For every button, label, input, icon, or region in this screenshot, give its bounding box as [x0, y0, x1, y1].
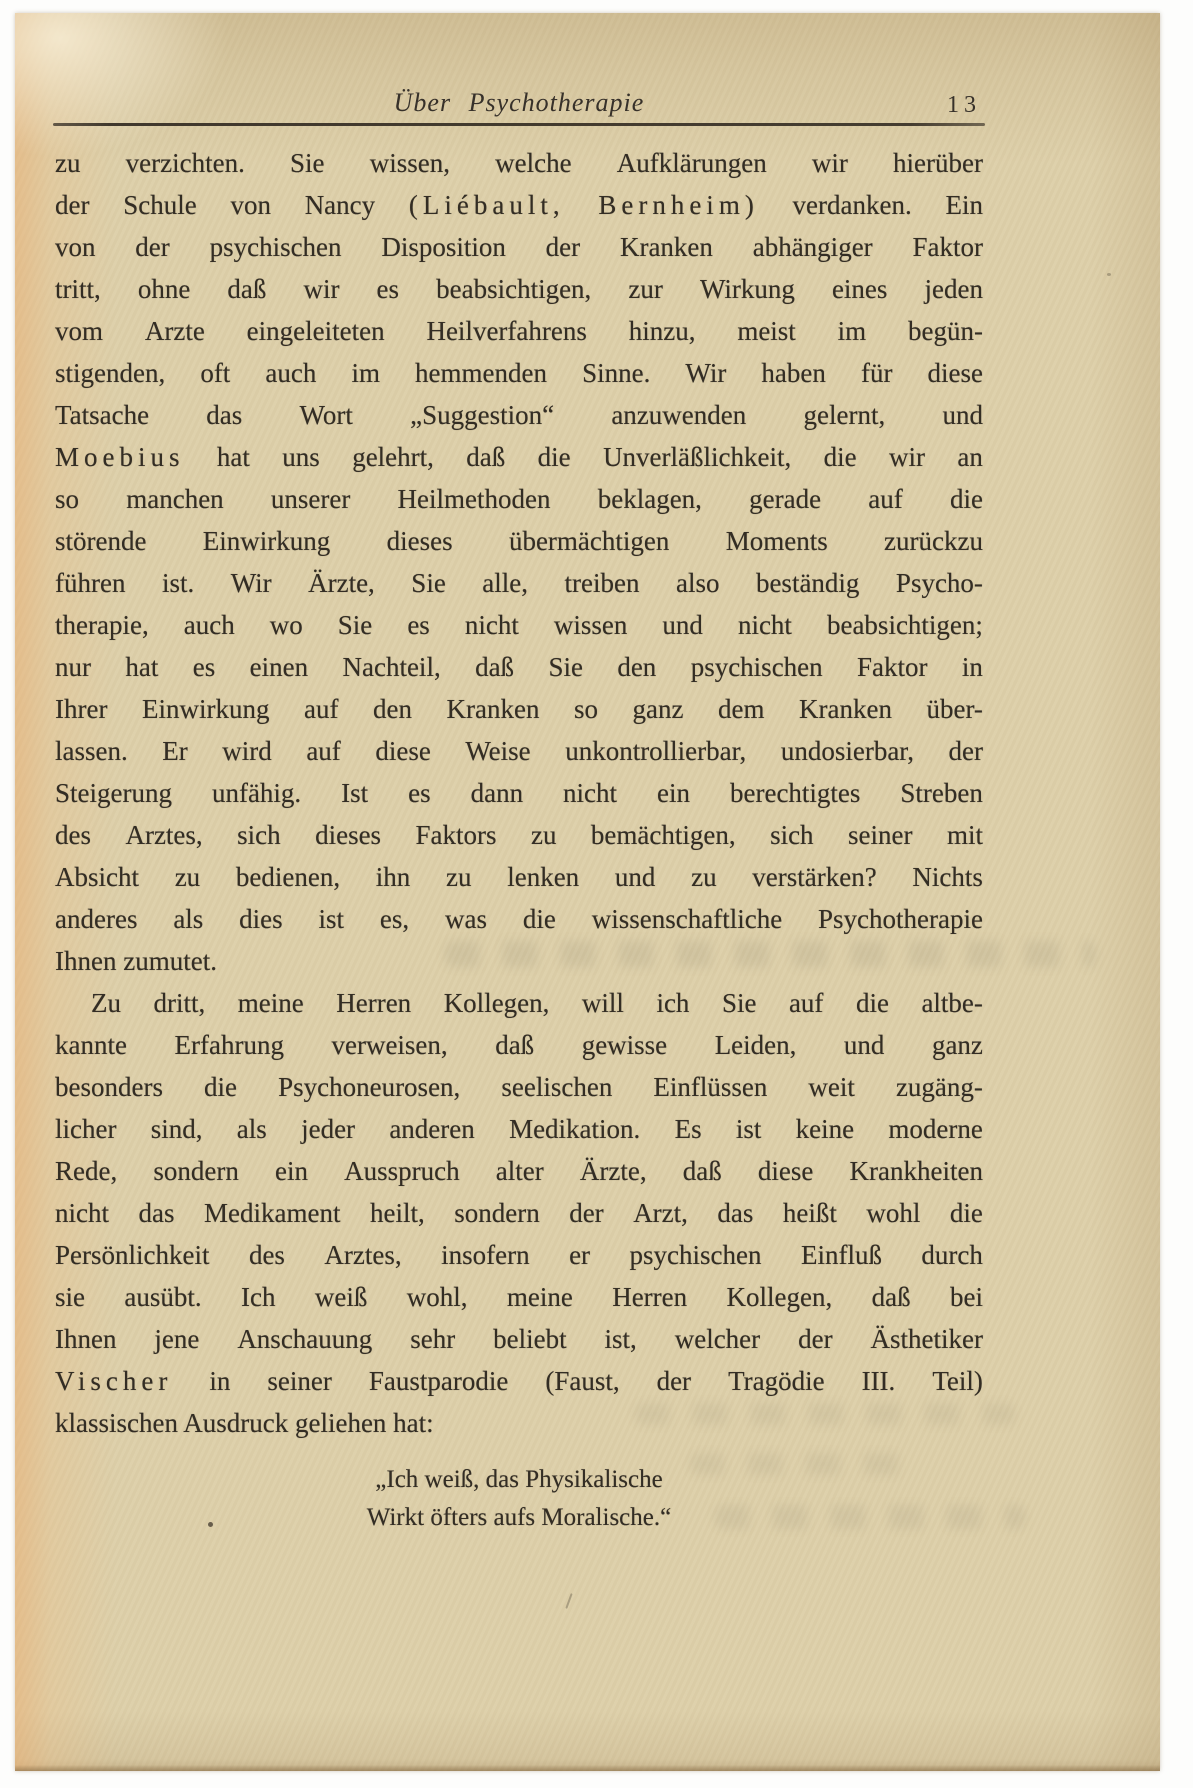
text-line: nur hat es einen Nachteil, daß Sie den psychischen Faktor in — [55, 652, 983, 682]
running-title: Über Psychotherapie — [393, 88, 645, 117]
text-line: Moebius hat uns gelehrt, daß die Unverläßlichkeit, die wir an — [55, 442, 983, 472]
text-line: Absicht zu bedienen, ihn zu lenken und zu verstärken? Nichts — [55, 862, 983, 892]
verse-line: „Ich weiß, das Physikalische — [375, 1466, 663, 1493]
text-line: Vischer in seiner Faustparodie (Faust, der Tragödie III. Teil) — [55, 1366, 983, 1396]
text-line: führen ist. Wir Ärzte, Sie alle, treiben also beständig Psycho- — [55, 568, 983, 598]
body-text — [55, 142, 983, 1444]
text-line: lassen. Er wird auf diese Weise unkontrollierbar, undosierbar, der — [55, 736, 983, 766]
text-line: zu verzichten. Sie wissen, welche Aufklärungen wir hierüber — [55, 148, 983, 178]
text-line: Tatsache das Wort „Suggestion“ anzuwenden gelernt, und — [55, 400, 983, 430]
text-line: Zu dritt, meine Herren Kollegen, will ich Sie auf die altbe- — [91, 988, 983, 1018]
paper-speck — [1107, 273, 1111, 276]
text-line: Persönlichkeit des Arztes, insofern er psychischen Einfluß durch — [55, 1240, 983, 1270]
text-line: besonders die Psychoneurosen, seelischen Einflüssen weit zugäng- — [55, 1072, 983, 1102]
text-line: so manchen unserer Heilmethoden beklagen, gerade auf die — [55, 484, 983, 514]
text-line: Ihnen zumutet. — [55, 946, 217, 976]
verse-quote — [55, 1461, 983, 1537]
text-line: von der psychischen Disposition der Kranken abhängiger Faktor — [55, 232, 983, 262]
text-line: klassischen Ausdruck geliehen hat: — [55, 1408, 434, 1438]
text-line: licher sind, als jeder anderen Medikation. Es ist keine moderne — [55, 1114, 983, 1144]
text-line: der Schule von Nancy (Liébault, Bernheim) verdanken. Ein — [55, 190, 983, 220]
book-page — [15, 13, 1160, 1771]
text-line: Ihnen jene Anschauung sehr beliebt ist, welcher der Ästhetiker — [55, 1324, 983, 1354]
paper-speck — [208, 1522, 213, 1527]
text-line: störende Einwirkung dieses übermächtigen Moments zurückzu — [55, 526, 983, 556]
page-number: 13 — [947, 92, 981, 118]
text-line: tritt, ohne daß wir es beabsichtigen, zur Wirkung eines jeden — [55, 274, 983, 304]
text-line: des Arztes, sich dieses Faktors zu bemächtigen, sich seiner mit — [55, 820, 983, 850]
paper-speck — [565, 1593, 572, 1609]
page-header — [55, 85, 983, 121]
text-line: vom Arzte eingeleiteten Heilverfahrens hinzu, meist im begün- — [55, 316, 983, 346]
text-line: sie ausübt. Ich weiß wohl, meine Herren Kollegen, daß bei — [55, 1282, 983, 1312]
text-line: anderes als dies ist es, was die wissenschaftliche Psychotherapie — [55, 904, 983, 934]
text-line: Steigerung unfähig. Ist es dann nicht ein berechtigtes Streben — [55, 778, 983, 808]
text-line: stigenden, oft auch im hemmenden Sinne. Wir haben für diese — [55, 358, 983, 388]
text-line: Rede, sondern ein Ausspruch alter Ärzte, daß diese Krankheiten — [55, 1156, 983, 1186]
text-line: kannte Erfahrung verweisen, daß gewisse Leiden, und ganz — [55, 1030, 983, 1060]
header-rule — [53, 123, 985, 126]
verse-line: Wirkt öfters aufs Moralische.“ — [366, 1504, 672, 1531]
text-line: nicht das Medikament heilt, sondern der Arzt, das heißt wohl die — [55, 1198, 983, 1228]
text-line: therapie, auch wo Sie es nicht wissen und nicht beabsichtigen; — [55, 610, 983, 640]
text-line: Ihrer Einwirkung auf den Kranken so ganz dem Kranken über- — [55, 694, 983, 724]
